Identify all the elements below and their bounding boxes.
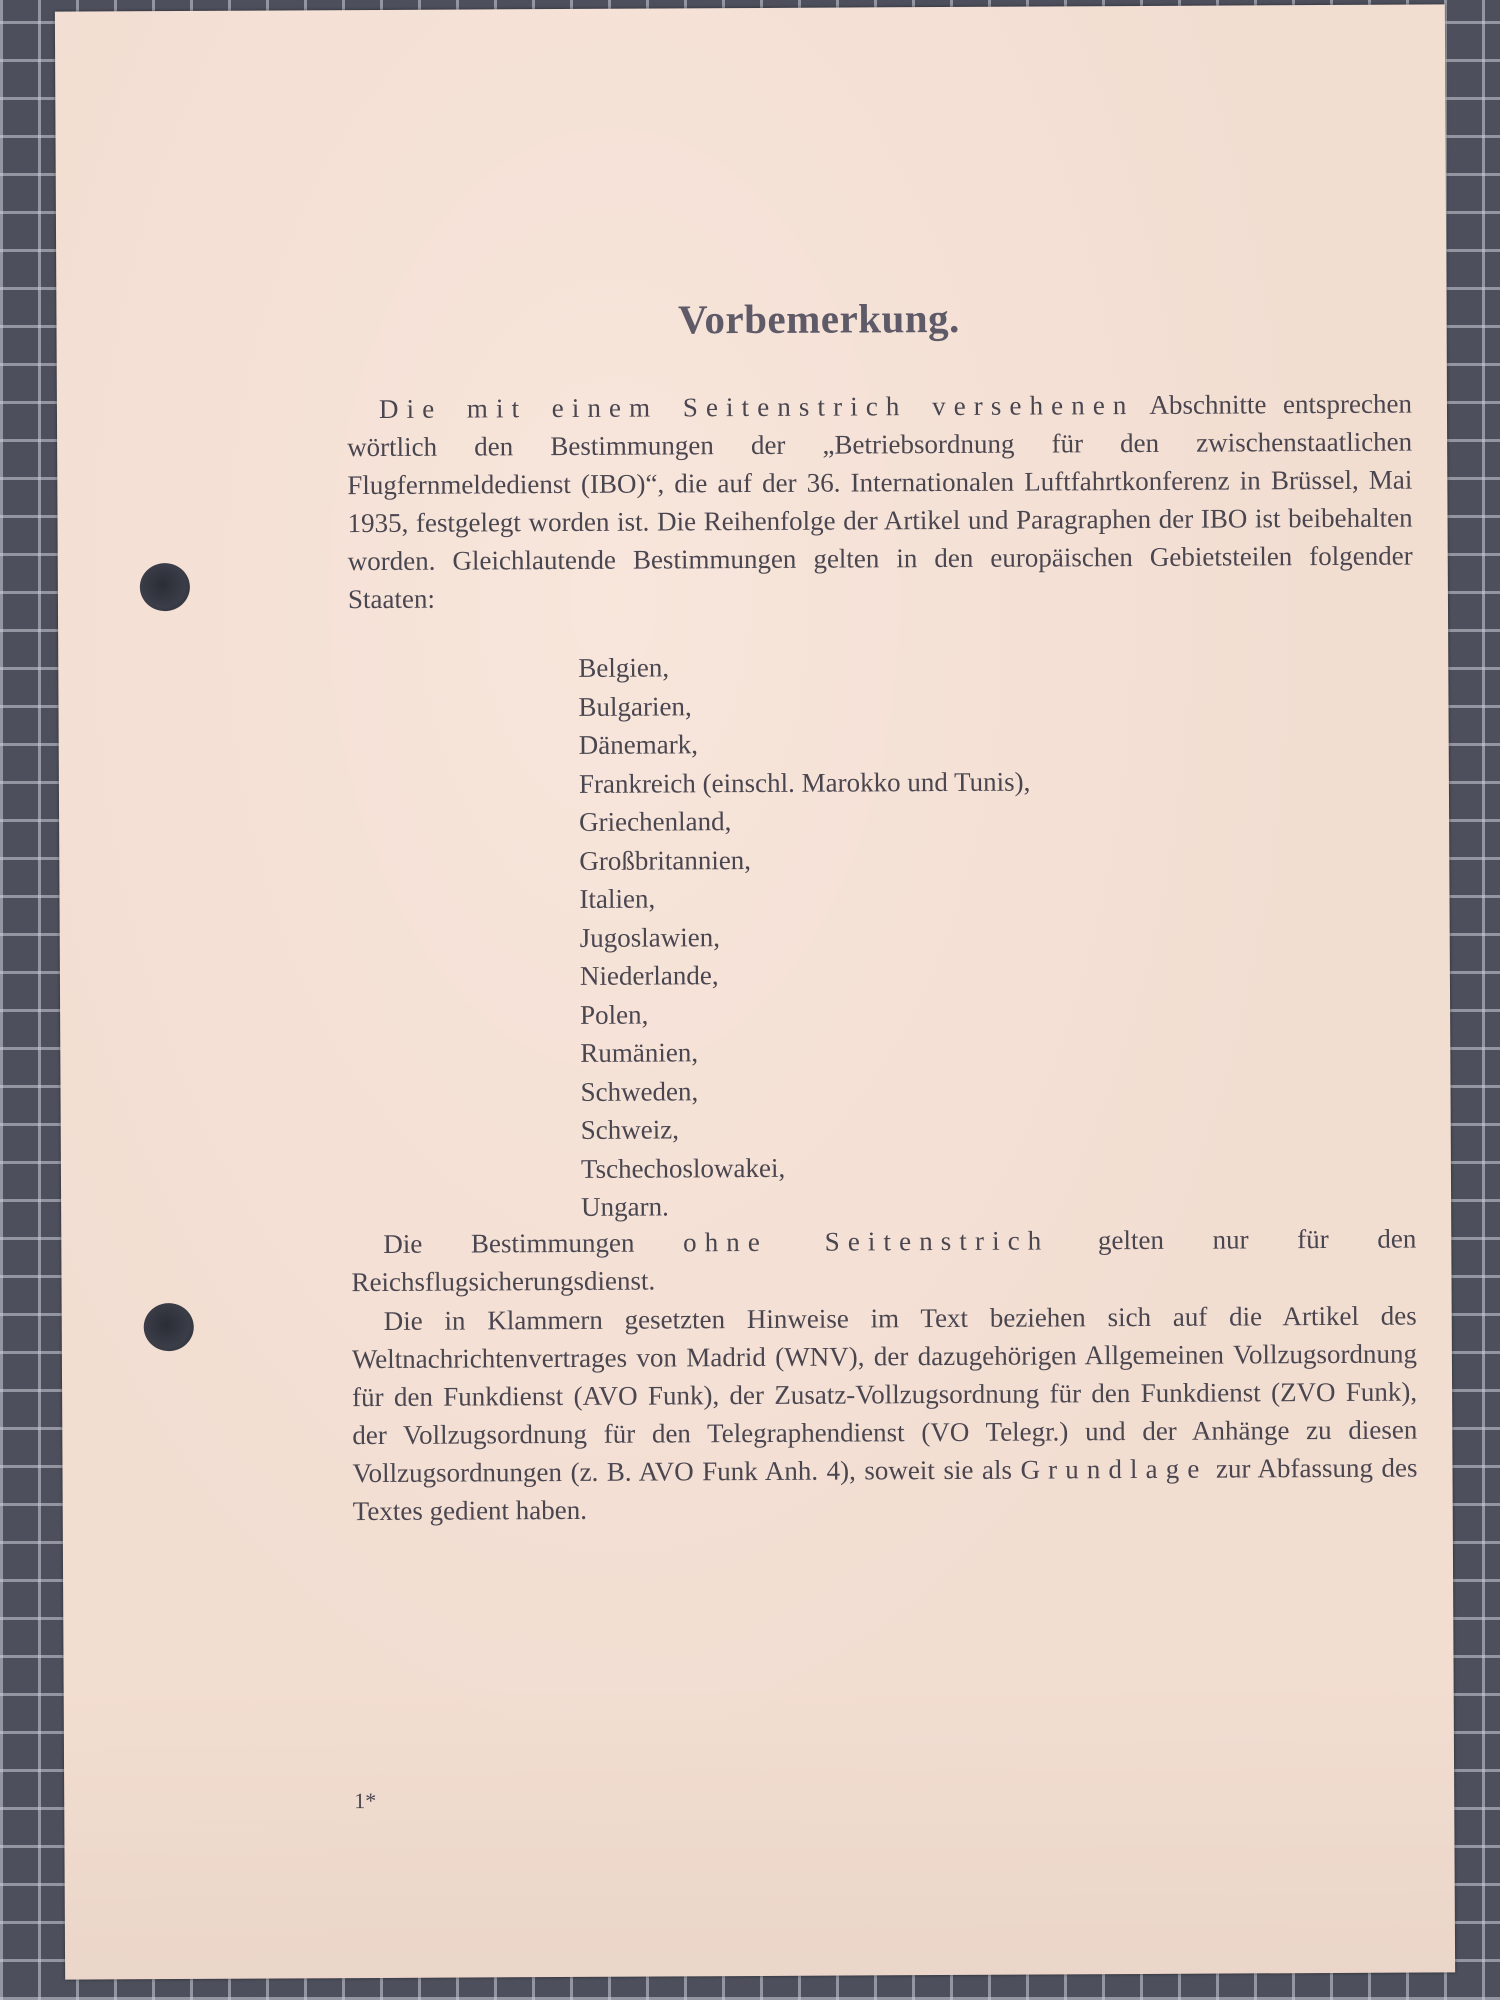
list-item: Großbritannien, bbox=[579, 844, 752, 876]
list-item: Tschechoslowakei, bbox=[580, 1152, 786, 1184]
document-content bbox=[345, 5, 1418, 1527]
list-item: Schweiz, bbox=[580, 1114, 680, 1145]
references-text: Die in Klammern gesetzten Hinweise im Text beziehen sich auf die Artikel des Weltnachrichtenvertrages von Madrid (WNV), der dazugehörigen Allgemeinen Vollzugsordnung für den Funkdienst (AVO Funk), der Zusatz-Vollzugsordnung für den Funkdienst (ZVO Funk), der Vollzugsordnung für den Telegraphendienst (VO Telegr.) und der Anhänge zu diesen Vollzugsordnungen (z. B. AVO Funk Anh. 4), soweit sie als bbox=[351, 1300, 1418, 1489]
list-item: Belgien, bbox=[578, 652, 670, 683]
punch-hole-top bbox=[140, 563, 190, 611]
scope-after: gelten nur für den Reichsflugsicherungsdienst. bbox=[351, 1223, 1417, 1298]
list-item: Frankreich (einschl. Marokko und Tunis), bbox=[578, 766, 1031, 799]
list-item: Polen, bbox=[580, 999, 649, 1030]
list-item: Ungarn. bbox=[581, 1191, 669, 1222]
intro-lead-spaced: Die mit einem Seitenstrich versehenen bbox=[378, 390, 1135, 424]
punch-hole-bottom bbox=[144, 1303, 194, 1351]
references-emphasis-spaced: Grundlage bbox=[1020, 1453, 1208, 1485]
page-title: Vorbemerkung. bbox=[677, 294, 960, 343]
country-list bbox=[578, 647, 1032, 1227]
list-item: Bulgarien, bbox=[578, 690, 692, 722]
list-item: Jugoslawien, bbox=[579, 921, 721, 953]
list-item: Niederlande, bbox=[579, 960, 719, 991]
list-item: Griechenland, bbox=[579, 806, 732, 837]
list-item: Italien, bbox=[579, 883, 656, 914]
list-item: Schweden, bbox=[580, 1075, 699, 1107]
list-item: Dänemark, bbox=[578, 729, 698, 760]
document-page bbox=[55, 4, 1455, 1979]
scope-paragraph bbox=[351, 1220, 1416, 1302]
scope-emphasis-spaced: ohne Seitenstrich bbox=[682, 1225, 1050, 1258]
scope-before: Die Bestimmungen bbox=[383, 1227, 684, 1259]
signature-mark: 1* bbox=[354, 1787, 377, 1814]
list-item: Rumänien, bbox=[580, 1037, 699, 1068]
references-after: zur Abfassung des Textes gedient haben. bbox=[352, 1452, 1418, 1527]
references-paragraph bbox=[352, 1297, 1418, 1531]
intro-text: Abschnitte entsprechen wörtlich den Bestimmungen der „Betriebsordnung für den zwischenstaatlichen Flugfernmeldedienst (IBO)“, die auf der 36. Internationalen Luftfahrtkonferenz in Brüssel, Mai 1935, festgelegt worden ist. Die Reihenfolge der Artikel und Paragraphen der IBO ist beibehalten worden. Gleichlautende Bestimmungen gelten in den europäischen Gebietsteilen folgender Staaten: bbox=[347, 388, 1413, 615]
intro-paragraph bbox=[347, 385, 1413, 619]
